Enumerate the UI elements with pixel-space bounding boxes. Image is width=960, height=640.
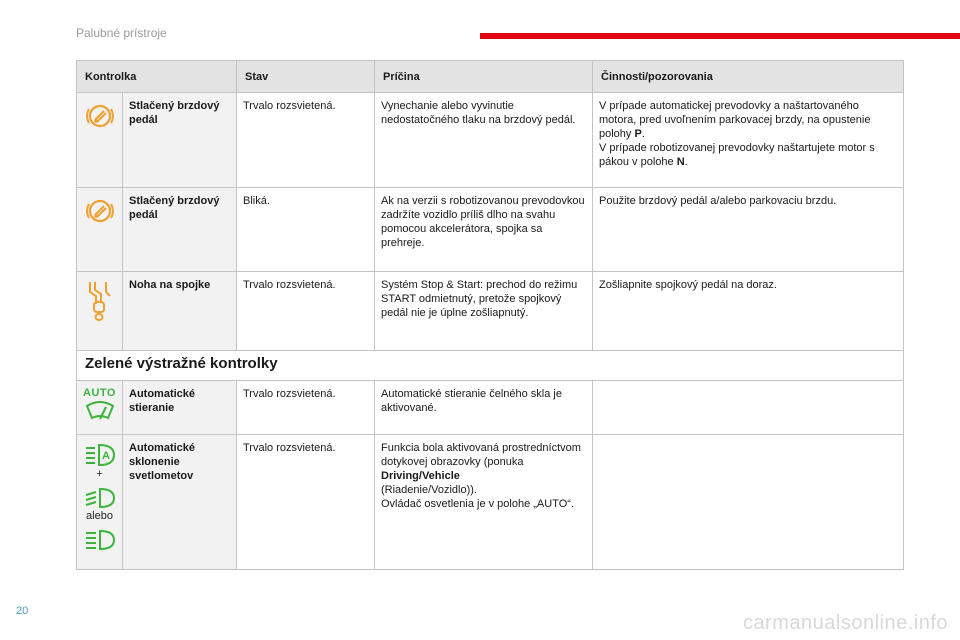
indicator-action: Použite brzdový pedál a/alebo parkovaciu brzdu.	[593, 188, 904, 272]
indicator-action	[593, 381, 904, 435]
table-row	[77, 435, 904, 570]
indicator-state: Trvalo rozsvietená.	[237, 381, 375, 435]
icon-cell	[77, 188, 123, 272]
indicator-cause	[375, 435, 593, 570]
cause-text: Ovládač osvetlenia je v polohe „AUTO“.	[381, 498, 574, 510]
action-text: V prípade automatickej prevodovky a naštartovaného motora, pred uvoľnením parkovacej brzdy, na opustenie polohy	[599, 100, 871, 140]
indicator-state: Trvalo rozsvietená.	[237, 435, 375, 570]
indicator-action: V prípade automatickej prevodovky a naštartovaného motora, pred uvoľnením parkovacej brzdy, na opustenie polohy P. V prípade robotizovanej prevodovky naštartujete motor s pákou v polohe N.	[593, 93, 904, 188]
table-row	[77, 188, 904, 272]
or-label: alebo	[86, 510, 113, 522]
running-header: Palubné prístroje	[76, 26, 167, 40]
section-title: Zelené výstražné kontrolky	[77, 351, 904, 381]
indicator-cause: Ak na verzii s robotizovanou prevodovkou zadržíte vozidlo príliš dlho na svahu pomocou akcelerátora, spojka sa prehreje.	[375, 188, 593, 272]
indicator-state: Trvalo rozsvietená.	[237, 93, 375, 188]
table-row	[77, 272, 904, 351]
cause-text: (Riadenie/Vozidlo)).	[381, 484, 477, 496]
indicator-name: Stlačený brzdový pedál	[123, 188, 237, 272]
menu-name: Driving/Vehicle	[381, 470, 460, 482]
icon-cell	[77, 381, 123, 435]
table-header-row	[77, 61, 904, 93]
table-row	[77, 381, 904, 435]
indicator-state: Bliká.	[237, 188, 375, 272]
watermark: carmanualsonline.info	[742, 612, 948, 634]
auto-headlamp-icon	[84, 443, 116, 467]
svg-text:A: A	[101, 450, 110, 462]
indicator-cause: Systém Stop & Start: prechod do režimu START odmietnutý, pretože spojkový pedál nie je úplne zošliapnutý.	[375, 272, 593, 351]
indicator-table	[76, 60, 904, 570]
icon-cell	[77, 435, 123, 570]
indicator-name: Noha na spojke	[123, 272, 237, 351]
plus-label: +	[96, 468, 103, 480]
gear-position-n: N	[676, 156, 685, 168]
indicator-action: Zošliapnite spojkový pedál na doraz.	[593, 272, 904, 351]
indicator-name: Automatické stieranie	[123, 381, 237, 435]
section-row	[77, 351, 904, 381]
indicator-action	[593, 435, 904, 570]
indicator-cause: Automatické stieranie čelného skla je aktivované.	[375, 381, 593, 435]
indicator-name: Stlačený brzdový pedál	[123, 93, 237, 188]
header-accent-bar	[480, 33, 960, 39]
col-header-action: Činnosti/pozorovania	[593, 61, 904, 93]
col-header-cause: Príčina	[375, 61, 593, 93]
high-beam-icon	[84, 529, 116, 551]
page-number: 20	[16, 605, 29, 617]
indicator-state: Trvalo rozsvietená.	[237, 272, 375, 351]
brake-pedal-icon	[85, 196, 115, 226]
wiper-icon	[84, 400, 116, 422]
gear-position-p: P	[634, 128, 642, 140]
table-row	[77, 93, 904, 188]
col-header-indicator: Kontrolka	[77, 61, 237, 93]
indicator-name: Automatické sklonenie svetlometov	[123, 435, 237, 570]
action-text: V prípade robotizovanej prevodovky naštartujete motor s pákou v polohe	[599, 142, 875, 168]
low-beam-icon	[84, 487, 116, 509]
indicator-cause: Vynechanie alebo vyvinutie nedostatočného tlaku na brzdový pedál.	[375, 93, 593, 188]
brake-pedal-icon	[85, 101, 115, 131]
col-header-state: Stav	[237, 61, 375, 93]
clutch-foot-icon	[86, 278, 114, 322]
cause-text: Funkcia bola aktivovaná prostredníctvom dotykovej obrazovky (ponuka	[381, 442, 581, 468]
auto-label: AUTO	[83, 387, 116, 399]
icon-cell	[77, 272, 123, 351]
icon-cell	[77, 93, 123, 188]
